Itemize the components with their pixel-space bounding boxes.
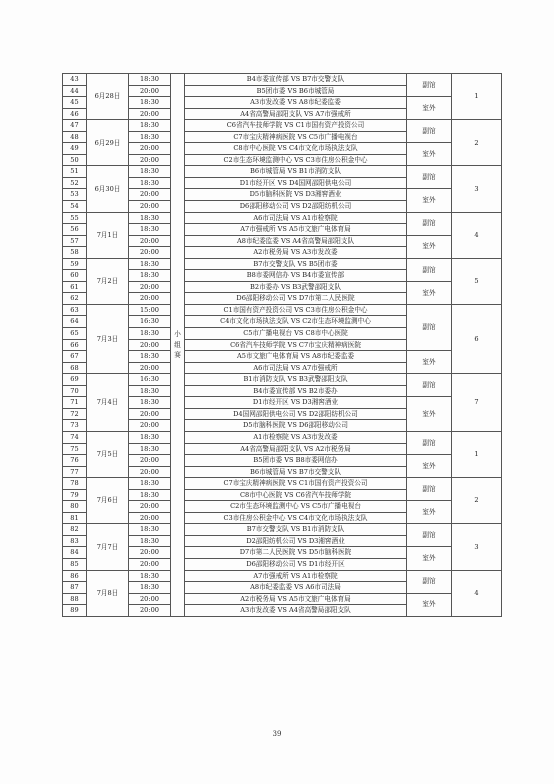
match-number: 78: [63, 478, 87, 490]
match-time: 20:00: [129, 420, 171, 432]
match-teams: A1市检察院 VS A3市发改委: [185, 431, 407, 443]
match-teams: D6邵阳移动公司 VS D1市经开区: [185, 558, 407, 570]
match-teams: D6邵阳移动公司 VS D7市第二人民医院: [185, 293, 407, 305]
stage-char: 组: [174, 340, 181, 349]
page-number: 39: [272, 730, 282, 738]
match-date: 7月7日: [87, 524, 129, 570]
match-teams: C5市广播电视台 VS C8市中心医院: [185, 328, 407, 340]
match-time: 18:30: [129, 258, 171, 270]
match-date: 7月4日: [87, 374, 129, 432]
match-teams: B6市城管局 VS B7市交警支队: [185, 466, 407, 478]
table-row: [63, 478, 502, 490]
match-time: 20:00: [129, 558, 171, 570]
match-date: 7月5日: [87, 431, 129, 477]
match-number: 86: [63, 570, 87, 582]
match-round: 4: [452, 570, 502, 616]
match-venue: 副馆: [407, 166, 452, 189]
table-row: [63, 74, 502, 86]
table-row: [63, 304, 502, 316]
match-time: 18:30: [129, 431, 171, 443]
match-time: 20:00: [129, 512, 171, 524]
match-date: 7月3日: [87, 304, 129, 373]
match-time: 18:30: [129, 351, 171, 363]
match-time: 15:00: [129, 304, 171, 316]
match-venue: 副馆: [407, 374, 452, 397]
match-number: 55: [63, 212, 87, 224]
match-teams: A6市司法局 VS A7市强戒所: [185, 362, 407, 374]
match-time: 18:30: [129, 524, 171, 536]
match-teams: B2市委办 VS B3武警邵阳支队: [185, 281, 407, 293]
match-teams: C2市生态环境监测中心 VS C3市住房公积金中心: [185, 154, 407, 166]
match-round: 1: [452, 74, 502, 120]
match-venue: 副馆: [407, 570, 452, 593]
match-number: 64: [63, 316, 87, 328]
match-venue: 副馆: [407, 258, 452, 281]
match-time: 18:30: [129, 120, 171, 132]
match-teams: C8市中心医院 VS C4市文化市场执法支队: [185, 143, 407, 155]
match-number: 82: [63, 524, 87, 536]
match-time: 18:30: [129, 212, 171, 224]
match-number: 43: [63, 74, 87, 86]
match-number: 81: [63, 512, 87, 524]
match-time: 18:30: [129, 270, 171, 282]
match-time: 20:00: [129, 362, 171, 374]
match-teams: B7市交警支队 VS B5团市委: [185, 258, 407, 270]
match-teams: B1市消防支队 VS B3武警邵阳支队: [185, 374, 407, 386]
match-number: 84: [63, 547, 87, 559]
match-teams: C7市宝庆精神病医院 VS C1市国有资产投资公司: [185, 478, 407, 490]
table-row: [63, 143, 502, 155]
match-venue: 副馆: [407, 74, 452, 97]
match-teams: A3市发改委 VS A8市纪委监委: [185, 97, 407, 109]
table-row: [63, 189, 502, 201]
table-row: [63, 570, 502, 582]
match-number: 44: [63, 85, 87, 97]
match-time: 18:30: [129, 74, 171, 86]
table-row: [63, 97, 502, 109]
match-time: 20:00: [129, 143, 171, 155]
match-time: 18:30: [129, 131, 171, 143]
match-time: 18:30: [129, 397, 171, 409]
match-teams: D7市第二人民医院 VS D5市脑科医院: [185, 547, 407, 559]
table-row: [63, 431, 502, 443]
match-time: 20:00: [129, 235, 171, 247]
match-teams: B4市委宣传部 VS B7市交警支队: [185, 74, 407, 86]
schedule-table: [62, 73, 502, 617]
match-time: 18:30: [129, 535, 171, 547]
match-time: 20:00: [129, 501, 171, 513]
match-number: 60: [63, 270, 87, 282]
match-venue: 室外: [407, 97, 452, 120]
match-time: 20:00: [129, 339, 171, 351]
match-round: 2: [452, 478, 502, 524]
match-time: 20:00: [129, 605, 171, 617]
match-teams: A8市纪委监委 VS A6市司法局: [185, 582, 407, 594]
table-row: [63, 374, 502, 386]
match-number: 52: [63, 177, 87, 189]
match-number: 75: [63, 443, 87, 455]
match-time: 20:00: [129, 293, 171, 305]
match-round: 4: [452, 212, 502, 258]
table-row: [63, 351, 502, 363]
match-time: 18:30: [129, 97, 171, 109]
table-row: [63, 524, 502, 536]
match-time: 20:00: [129, 593, 171, 605]
match-number: 63: [63, 304, 87, 316]
match-teams: B5团市委 VS B8市委网信办: [185, 455, 407, 467]
match-teams: D5市脑科医院 VS D3湘窖酒业: [185, 189, 407, 201]
match-time: 20:00: [129, 85, 171, 97]
match-teams: C7市宝庆精神病医院 VS C5市广播电视台: [185, 131, 407, 143]
match-venue: 副馆: [407, 120, 452, 143]
match-teams: A7市强戒所 VS A1市检察院: [185, 570, 407, 582]
match-teams: D4国网邵阳供电公司 VS D2邵阳纺机公司: [185, 408, 407, 420]
match-number: 76: [63, 455, 87, 467]
match-time: 18:30: [129, 328, 171, 340]
match-teams: B6市城管局 VS B1市消防支队: [185, 166, 407, 178]
match-round: 3: [452, 166, 502, 212]
table-row: [63, 166, 502, 178]
match-time: 20:00: [129, 547, 171, 559]
match-time: 20:00: [129, 281, 171, 293]
match-time: 18:30: [129, 385, 171, 397]
match-time: 20:00: [129, 154, 171, 166]
match-number: 72: [63, 408, 87, 420]
match-number: 73: [63, 420, 87, 432]
match-number: 59: [63, 258, 87, 270]
match-teams: A4省高警局邵阳支队 VS A7市强戒所: [185, 108, 407, 120]
match-date: 6月30日: [87, 166, 129, 212]
match-teams: A4省高警局邵阳支队 VS A2市税务局: [185, 443, 407, 455]
match-teams: A2市税务局 VS A3市发改委: [185, 247, 407, 259]
match-time: 20:00: [129, 247, 171, 259]
table-row: [63, 455, 502, 467]
match-date: 6月28日: [87, 74, 129, 120]
match-number: 45: [63, 97, 87, 109]
stage-char: 小: [174, 330, 181, 339]
match-teams: B5团市委 VS B6市城管局: [185, 85, 407, 97]
match-teams: C1市国有资产投资公司 VS C3市住房公积金中心: [185, 304, 407, 316]
match-teams: A6市司法局 VS A1市检察院: [185, 212, 407, 224]
match-time: 18:30: [129, 489, 171, 501]
match-venue: 室外: [407, 455, 452, 478]
match-number: 79: [63, 489, 87, 501]
table-row: [63, 593, 502, 605]
match-number: 48: [63, 131, 87, 143]
match-time: 20:00: [129, 466, 171, 478]
match-teams: C6省汽车技师学院 VS C7市宝庆精神病医院: [185, 339, 407, 351]
match-number: 50: [63, 154, 87, 166]
match-venue: 副馆: [407, 304, 452, 350]
match-teams: B4市委宣传部 VS B2市委办: [185, 385, 407, 397]
match-time: 18:30: [129, 582, 171, 594]
match-teams: A7市强戒所 VS A5市文旅广电体育局: [185, 224, 407, 236]
match-time: 16:30: [129, 374, 171, 386]
match-teams: A8市纪委监委 VS A4省高警局邵阳支队: [185, 235, 407, 247]
match-number: 68: [63, 362, 87, 374]
match-teams: D6邵阳移动公司 VS D2邵阳纺机公司: [185, 201, 407, 213]
match-teams: B7市交警支队 VS B1市消防支队: [185, 524, 407, 536]
match-date: 7月8日: [87, 570, 129, 616]
match-date: 7月6日: [87, 478, 129, 524]
match-teams: C6省汽车技师学院 VS C1市国有资产投资公司: [185, 120, 407, 132]
match-time: 20:00: [129, 408, 171, 420]
match-number: 58: [63, 247, 87, 259]
match-venue: 副馆: [407, 431, 452, 454]
match-number: 85: [63, 558, 87, 570]
table-row: [63, 501, 502, 513]
match-venue: 室外: [407, 501, 452, 524]
match-teams: D5市脑科医院 VS D6邵阳移动公司: [185, 420, 407, 432]
match-teams: D1市经开区 VS D4国网邵阳供电公司: [185, 177, 407, 189]
table-row: [63, 281, 502, 293]
match-number: 83: [63, 535, 87, 547]
match-number: 67: [63, 351, 87, 363]
match-number: 71: [63, 397, 87, 409]
table-row: [63, 235, 502, 247]
match-time: 20:00: [129, 201, 171, 213]
match-number: 62: [63, 293, 87, 305]
match-time: 18:30: [129, 224, 171, 236]
match-number: 61: [63, 281, 87, 293]
match-number: 49: [63, 143, 87, 155]
match-time: 20:00: [129, 189, 171, 201]
match-teams: D2邵阳纺机公司 VS D3湘窖酒业: [185, 535, 407, 547]
match-number: 53: [63, 189, 87, 201]
match-number: 74: [63, 431, 87, 443]
match-number: 89: [63, 605, 87, 617]
match-number: 65: [63, 328, 87, 340]
match-number: 51: [63, 166, 87, 178]
match-time: 20:00: [129, 108, 171, 120]
match-teams: A3市发改委 VS A4省高警局邵阳支队: [185, 605, 407, 617]
table-row: [63, 258, 502, 270]
match-number: 54: [63, 201, 87, 213]
match-round: 2: [452, 120, 502, 166]
match-round: 6: [452, 304, 502, 373]
stage-char: 赛: [174, 351, 181, 360]
match-number: 88: [63, 593, 87, 605]
match-venue: 室外: [407, 351, 452, 374]
match-teams: B8市委网信办 VS B4市委宣传部: [185, 270, 407, 282]
match-venue: 室外: [407, 547, 452, 570]
match-venue: 室外: [407, 235, 452, 258]
match-time: 18:30: [129, 166, 171, 178]
table-row: [63, 397, 502, 409]
match-number: 66: [63, 339, 87, 351]
match-teams: A5市文旅广电体育局 VS A8市纪委监委: [185, 351, 407, 363]
match-round: 3: [452, 524, 502, 570]
match-number: 87: [63, 582, 87, 594]
match-date: 7月1日: [87, 212, 129, 258]
match-round: 1: [452, 431, 502, 477]
match-venue: 副馆: [407, 524, 452, 547]
match-venue: 副馆: [407, 212, 452, 235]
match-venue: 室外: [407, 143, 452, 166]
stage-label: [171, 74, 185, 617]
match-teams: C3市住房公积金中心 VS C4市文化市场执法支队: [185, 512, 407, 524]
match-teams: C2市生态环境监测中心 VS C5市广播电视台: [185, 501, 407, 513]
schedule-body: [63, 74, 502, 617]
match-venue: 室外: [407, 189, 452, 212]
match-venue: 室外: [407, 281, 452, 304]
match-round: 5: [452, 258, 502, 304]
match-number: 69: [63, 374, 87, 386]
table-row: [63, 547, 502, 559]
match-number: 47: [63, 120, 87, 132]
table-row: [63, 212, 502, 224]
match-round: 7: [452, 374, 502, 432]
match-time: 18:30: [129, 570, 171, 582]
match-number: 77: [63, 466, 87, 478]
match-teams: D1市经开区 VS D3湘窖酒业: [185, 397, 407, 409]
match-number: 46: [63, 108, 87, 120]
match-venue: 室外: [407, 397, 452, 432]
match-time: 18:30: [129, 478, 171, 490]
match-venue: 室外: [407, 593, 452, 616]
match-venue: 副馆: [407, 478, 452, 501]
match-number: 57: [63, 235, 87, 247]
match-date: 7月2日: [87, 258, 129, 304]
match-teams: A2市税务局 VS A5市文旅广电体育局: [185, 593, 407, 605]
match-time: 18:30: [129, 443, 171, 455]
match-date: 6月29日: [87, 120, 129, 166]
match-time: 20:00: [129, 455, 171, 467]
match-time: 18:30: [129, 177, 171, 189]
match-number: 56: [63, 224, 87, 236]
table-row: [63, 120, 502, 132]
match-number: 80: [63, 501, 87, 513]
match-number: 70: [63, 385, 87, 397]
match-teams: C8市中心医院 VS C6省汽车技师学院: [185, 489, 407, 501]
match-time: 16:30: [129, 316, 171, 328]
match-teams: C4市文化市场执法支队 VS C2市生态环境监测中心: [185, 316, 407, 328]
